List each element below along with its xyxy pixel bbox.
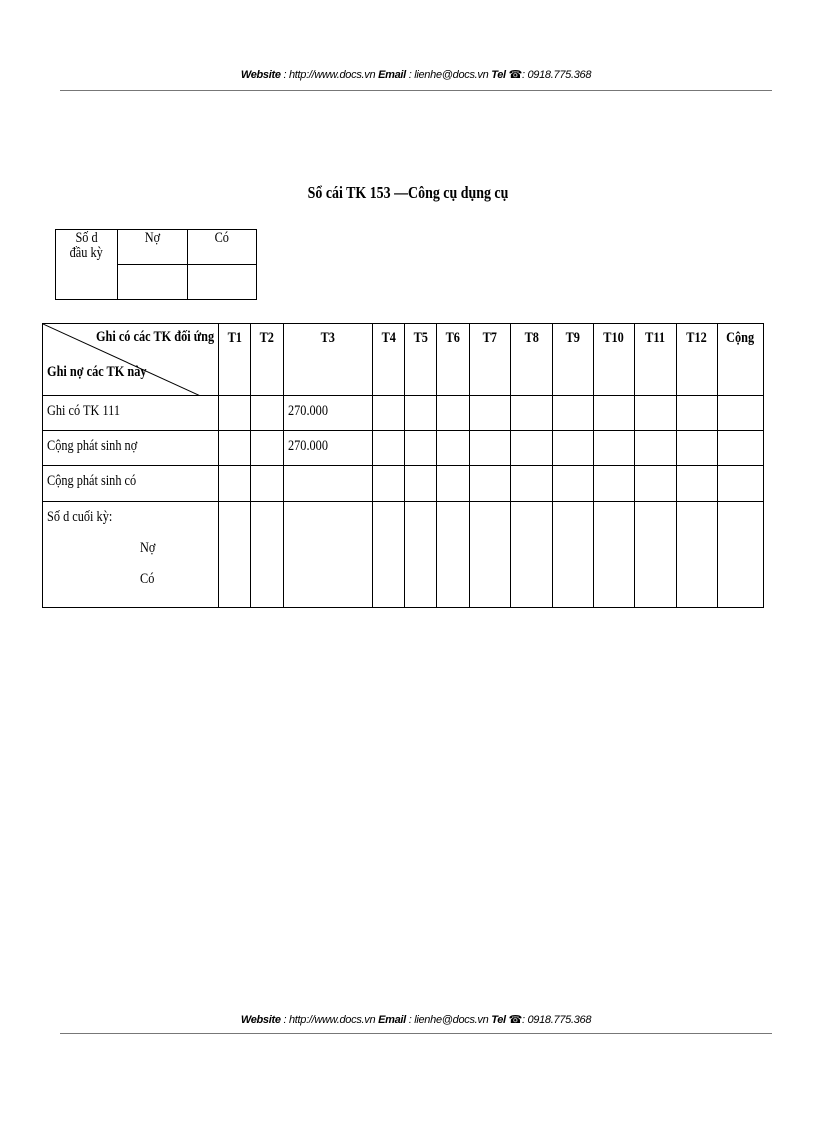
opening-balance-table (55, 229, 257, 300)
month-header: T8 (511, 324, 553, 396)
tel-label: Tel (491, 1014, 506, 1026)
t3-value: 270.000 (284, 396, 373, 431)
website-label: Website (240, 1014, 281, 1026)
phone-icon: ☎ (508, 69, 522, 81)
corner-bottom-label: Ghi nợ các TK này (47, 364, 147, 380)
page-footer (60, 1013, 772, 1026)
header-divider (60, 90, 772, 91)
month-header: T2 (251, 324, 284, 396)
page-header (60, 68, 772, 81)
month-header: T10 (594, 324, 635, 396)
opening-debit-value (118, 265, 188, 300)
opening-balance-label: Số d đầu kỳ (56, 230, 118, 300)
opening-credit-header: Có (188, 230, 257, 265)
tel-label: Tel (491, 69, 506, 81)
corner-top-label: Ghi có các TK đối ứng (95, 329, 214, 345)
email-value: : lienhe@docs.vn (408, 69, 489, 81)
closing-label: Số d cuối kỳ: (47, 509, 113, 525)
website-value: : http://www.docs.vn (283, 1014, 376, 1026)
phone-icon: ☎ (508, 1014, 522, 1026)
table-row (43, 431, 764, 466)
opening-credit-value (188, 265, 257, 300)
t3-value (284, 466, 373, 502)
tel-value: : 0918.775.368 (521, 69, 592, 81)
month-header: T7 (470, 324, 511, 396)
closing-balance-cell (43, 502, 219, 608)
table-row (43, 396, 764, 431)
ledger-table (42, 323, 764, 608)
corner-header-cell (43, 324, 219, 396)
email-value: : lienhe@docs.vn (408, 1014, 489, 1026)
opening-debit-header: Nợ (118, 230, 188, 265)
closing-credit-label: Có (140, 571, 155, 587)
month-header: T12 (677, 324, 718, 396)
website-value: : http://www.docs.vn (283, 69, 376, 81)
month-header: T5 (405, 324, 437, 396)
website-label: Website (240, 69, 281, 81)
closing-debit-label: Nợ (140, 540, 156, 556)
email-label: Email (378, 69, 406, 81)
month-header: T1 (219, 324, 251, 396)
page-title: Sổ cái TK 153 —Công cụ dụng cụ (307, 183, 509, 202)
closing-balance-row (43, 502, 764, 608)
month-header: T6 (437, 324, 470, 396)
row-label: Cộng phát sinh có (43, 466, 219, 502)
month-header: T4 (373, 324, 405, 396)
row-label: Ghi có TK 111 (43, 396, 219, 431)
tel-value: : 0918.775.368 (521, 1014, 592, 1026)
row-label: Cộng phát sinh nợ (43, 431, 219, 466)
email-label: Email (378, 1014, 406, 1026)
month-header: T11 (635, 324, 677, 396)
table-row (43, 466, 764, 502)
footer-divider (60, 1033, 772, 1034)
total-header: Cộng (718, 324, 764, 396)
month-header: T9 (553, 324, 594, 396)
ledger-header-row (43, 324, 764, 396)
t3-value: 270.000 (284, 431, 373, 466)
month-header: T3 (284, 324, 373, 396)
